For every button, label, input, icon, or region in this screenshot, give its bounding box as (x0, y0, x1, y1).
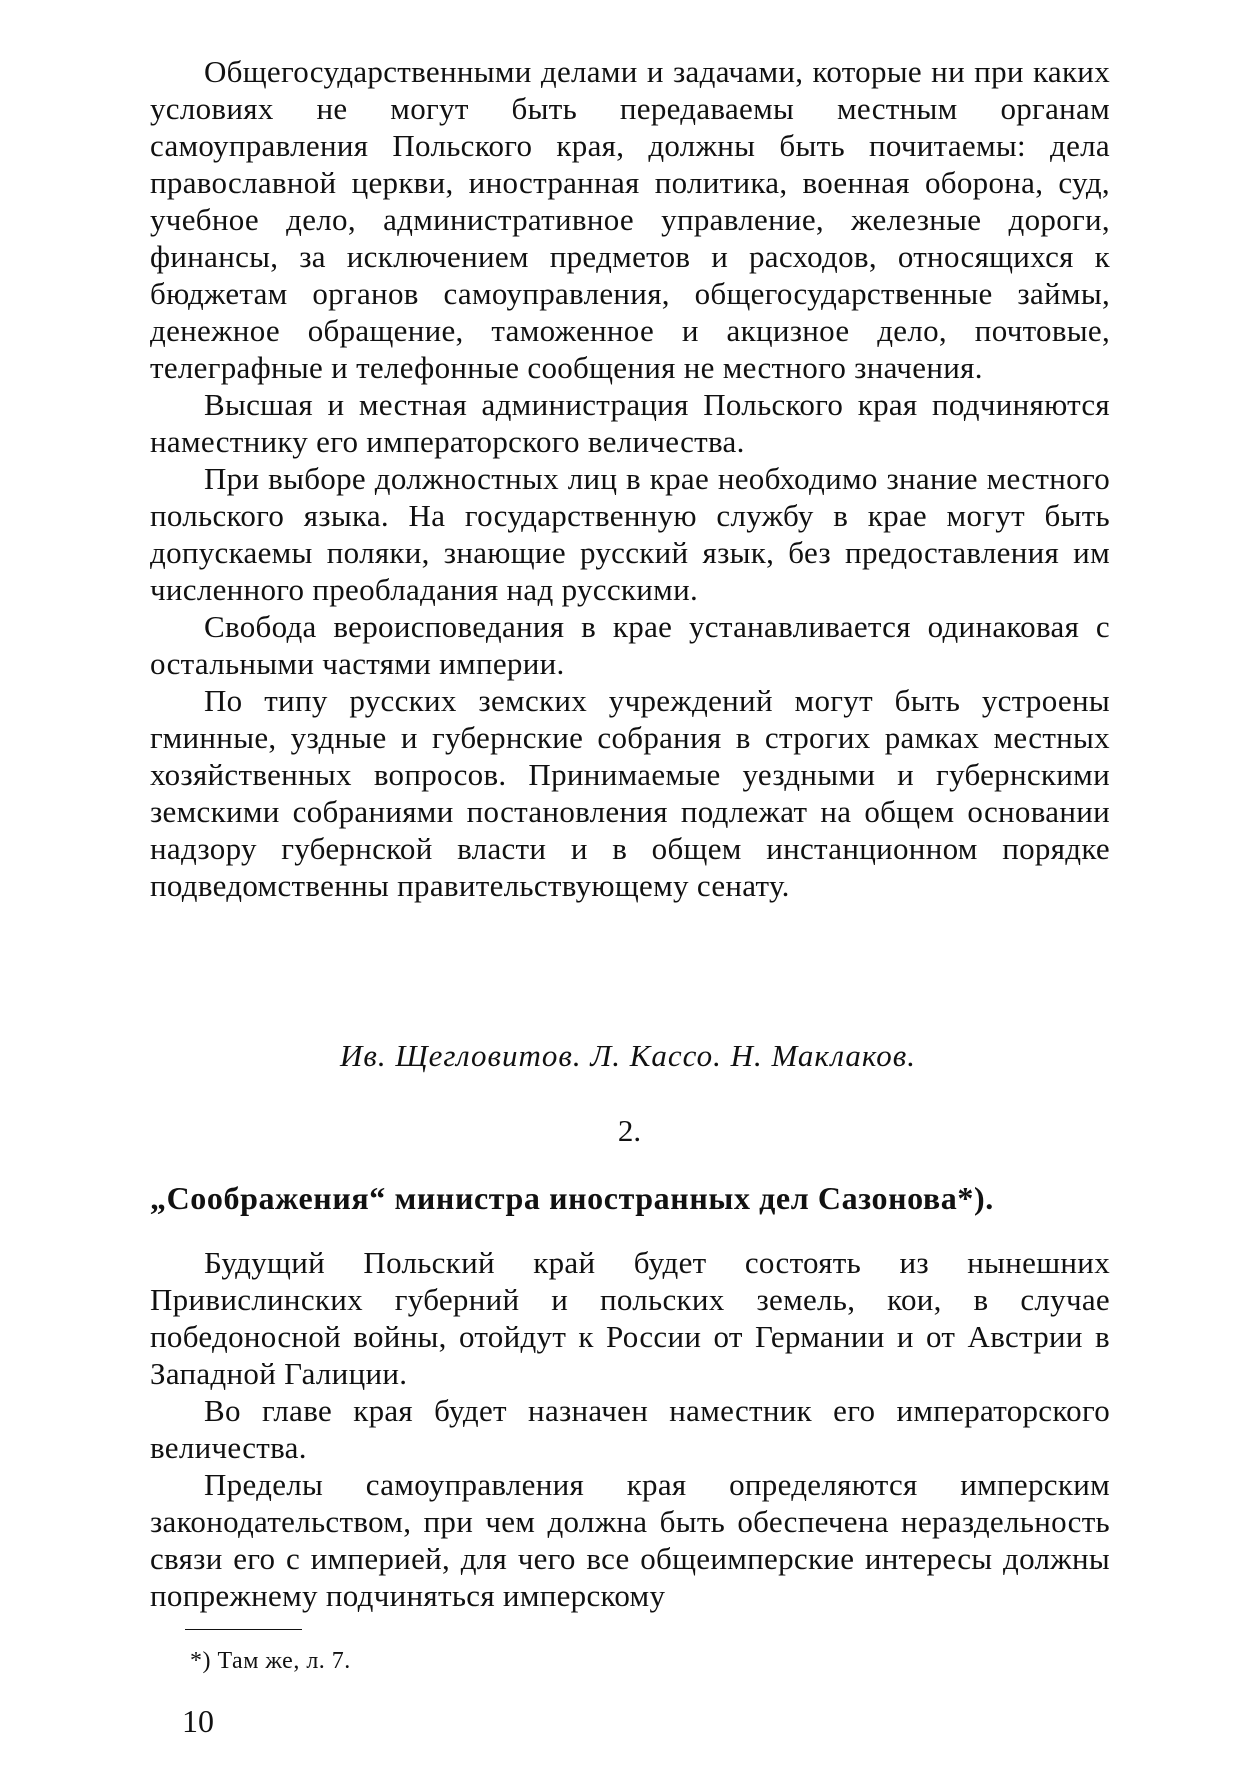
paragraph: Будущий Польский край будет состоять из нынешних Привислинских губерний и польских земель, кои, в случае победоносной войны, отойдут к России от Германии и от Австрии в Западной Галиции. (150, 1245, 1110, 1391)
paragraph: По типу русских земских учреждений могут быть устроены гминные, уздные и губернские собрания в строгих рамках местных хозяйственных вопросов. Принимаемые уездными и губернскими земскими собраниями постановления подлежат на общем основании надзору губернской власти и в общем инстанционном порядке подведомственны правительствующему сенату. (150, 683, 1110, 903)
section2-body (150, 1244, 1110, 1614)
part1-body (150, 53, 1110, 904)
section-number: 2. (617, 1113, 642, 1148)
paragraph: Общегосударственными делами и задачами, которые ни при каких условиях не могут быть передаваемы местным органам самоуправления Польского края, должны быть почитаемы: дела православной церкви, иностранная политика, военная оборона, суд, учебное дело, административное управление, железные дороги, финансы, за исключением предметов и расходов, относящихся к бюджетам органов самоуправления, общегосударственные займы, денежное обращение, таможенное и акцизное дело, почтовые, телеграфные и телефонные сообщения не местного значения. (150, 54, 1110, 385)
page-number: 10 (182, 1703, 214, 1739)
paragraph: При выборе должностных лиц в крае необходимо знание местного польского языка. На государственную службу в крае могут быть допускаемы поляки, знающие русский язык, без предоставления им численного преобладания над русскими. (150, 461, 1110, 607)
footnote: *) Там же, л. 7. (190, 1648, 351, 1674)
paragraph: Пределы самоуправления края определяются имперским законодательством, при чем должна быть обеспечена нераздельность связи его с империей, для чего все общеимперские интересы должны попрежнему подчиняться имперскому (150, 1467, 1110, 1613)
signatories: Ив. Щегловитов. Л. Кассо. Н. Маклаков. (340, 1038, 916, 1073)
paragraph: Высшая и местная администрация Польского края подчиняются наместнику его императорского величества. (150, 387, 1110, 459)
paragraph: Свобода вероисповедания в крае устанавливается одинаковая с остальными частями империи. (150, 609, 1110, 681)
footnote-divider (185, 1629, 302, 1630)
paragraph: Во главе края будет назначен наместник его императорского величества. (150, 1393, 1110, 1465)
section-title: „Соображения“ министра иностранных дел Сазонова*). (150, 1180, 994, 1216)
